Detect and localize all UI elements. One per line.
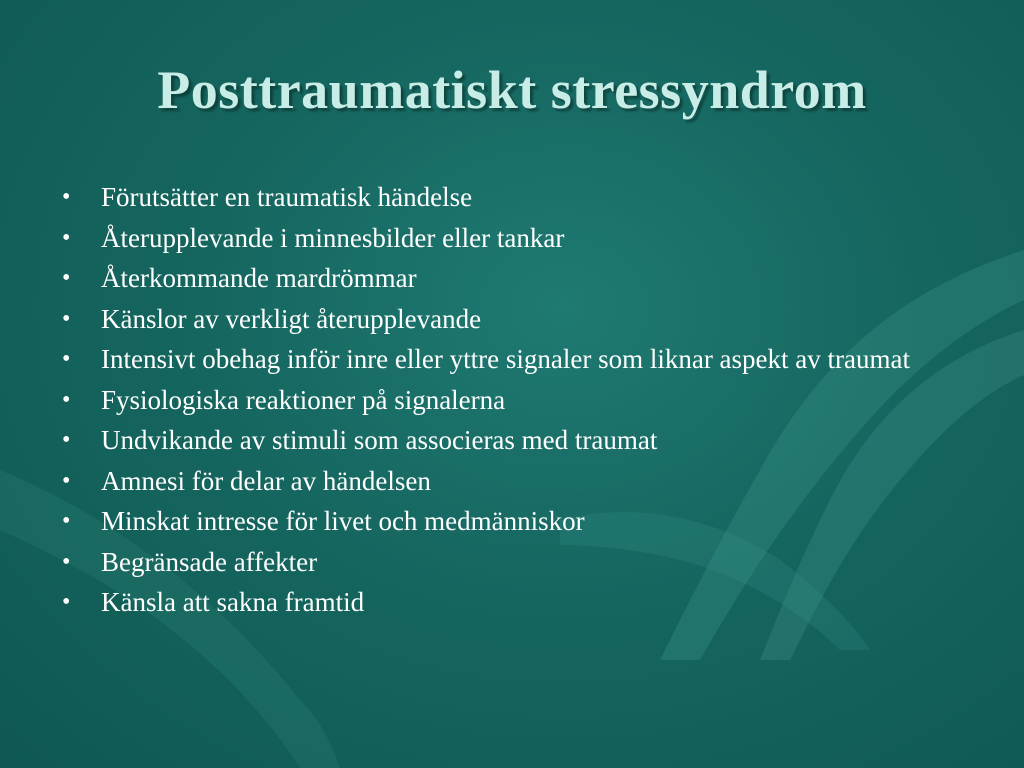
bullet-text: Förutsätter en traumatisk händelse — [101, 182, 473, 212]
list-item — [60, 342, 960, 376]
list-item — [60, 464, 960, 498]
bullet-text: Intensivt obehag inför inre eller yttre signaler som liknar aspekt av traumat — [101, 344, 910, 374]
list-item — [60, 180, 960, 214]
bullet-icon: • — [62, 224, 71, 251]
bullet-text: Känslor av verkligt återupplevande — [101, 303, 482, 334]
bullet-text: Minskat intresse för livet och medmänniskor — [101, 506, 585, 536]
list-item — [60, 504, 960, 538]
bullet-icon: • — [62, 548, 71, 575]
bullet-icon: • — [62, 467, 71, 494]
list-item — [60, 221, 960, 255]
list-item — [60, 545, 960, 579]
bullet-icon: • — [62, 508, 71, 534]
list-item — [60, 585, 960, 619]
bullet-text: Återkommande mardrömmar — [101, 263, 417, 293]
bullet-icon: • — [62, 589, 71, 615]
bullet-icon: • — [62, 346, 71, 372]
list-item — [60, 423, 960, 457]
bullet-icon: • — [62, 265, 71, 291]
slide-title: Posttraumatiskt stressyndrom — [157, 60, 867, 120]
bullet-text: Återupplevande i minnesbilder eller tankar — [101, 222, 565, 253]
bullet-icon: • — [62, 305, 71, 332]
bullet-icon: • — [62, 184, 71, 210]
bullet-text: Fysiologiska reaktioner på signalerna — [101, 384, 506, 415]
list-item — [60, 261, 960, 295]
bullet-icon: • — [62, 386, 71, 413]
bullet-list — [60, 180, 960, 626]
bullet-text: Känsla att sakna framtid — [101, 587, 365, 617]
list-item — [60, 383, 960, 417]
bullet-text: Amnesi för delar av händelsen — [101, 465, 431, 496]
bullet-icon: • — [62, 427, 71, 453]
bullet-text: Undvikande av stimuli som associeras med traumat — [101, 425, 658, 455]
bullet-text: Begränsade affekter — [101, 546, 318, 577]
list-item — [60, 302, 960, 336]
